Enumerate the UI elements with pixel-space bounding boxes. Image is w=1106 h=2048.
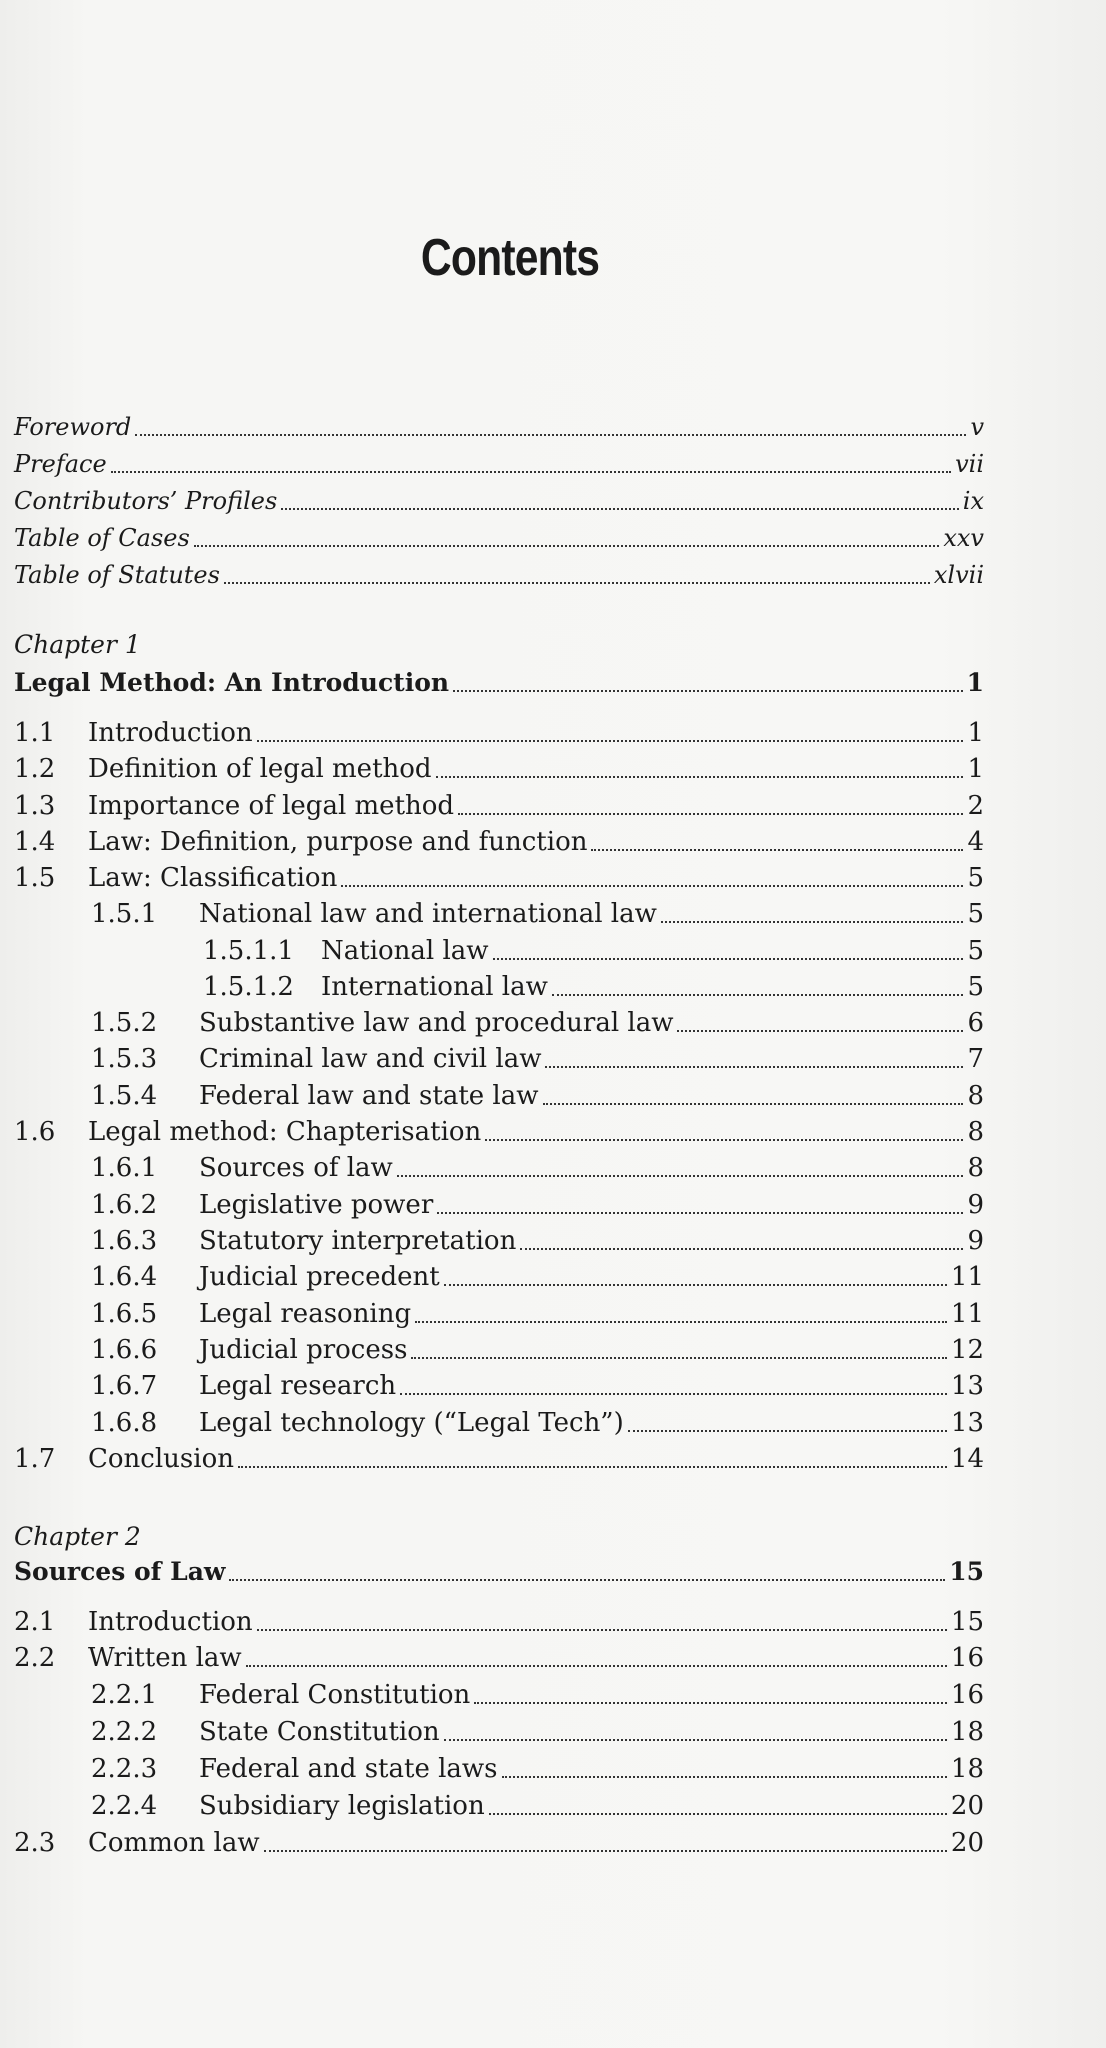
- toc-entry[interactable]: [14, 897, 984, 931]
- section-number: 1.5.3: [91, 1044, 158, 1074]
- toc-page-number: 12: [950, 1335, 984, 1365]
- toc-entry[interactable]: [14, 1715, 984, 1749]
- toc-entry-label: Sources of law: [199, 1153, 393, 1183]
- section-number: 2.2.3: [91, 1754, 158, 1784]
- section-number: 1.5.1.1: [203, 936, 294, 966]
- leader-dots: [411, 1357, 946, 1359]
- leader-dots: [194, 545, 940, 547]
- section-number: 1.6: [14, 1117, 56, 1147]
- leader-dots: [545, 1066, 963, 1068]
- section-number: 1.6.6: [91, 1335, 158, 1365]
- leader-dots: [543, 1103, 964, 1105]
- toc-entry-label: National law: [321, 936, 489, 966]
- leader-dots: [552, 994, 964, 996]
- toc-entry-label: Judicial process: [199, 1335, 408, 1365]
- front-matter-entry[interactable]: [14, 484, 984, 518]
- toc-page-number: 8: [967, 1117, 984, 1147]
- toc-page-number: 11: [950, 1262, 984, 1292]
- toc-entry-label: Foreword: [14, 413, 132, 441]
- toc-page-number: 13: [950, 1408, 984, 1438]
- chapter-label: Chapter 2: [14, 1522, 141, 1551]
- section-number: 1.7: [14, 1444, 56, 1474]
- toc-entry[interactable]: [14, 716, 984, 750]
- toc-page-number: 15: [950, 1607, 984, 1637]
- leader-dots: [628, 1430, 947, 1432]
- leader-dots: [474, 1702, 947, 1704]
- toc-page-number: 5: [967, 936, 984, 966]
- leader-dots: [591, 849, 963, 851]
- leader-dots: [677, 1030, 963, 1032]
- toc-entry[interactable]: [14, 1789, 984, 1823]
- toc-entry-label: Legal method: Chapterisation: [88, 1117, 482, 1147]
- section-number: 1.6.1: [91, 1153, 158, 1183]
- section-number: 1.5: [14, 863, 56, 893]
- toc-entry-label: National law and international law: [199, 899, 657, 929]
- front-matter-entry[interactable]: [14, 410, 984, 444]
- section-number: 1.6.8: [91, 1408, 158, 1438]
- toc-entry[interactable]: [14, 1333, 984, 1367]
- toc-page-number: 9: [967, 1226, 984, 1256]
- toc-entry[interactable]: [14, 1006, 984, 1040]
- toc-entry-label: Common law: [88, 1828, 260, 1858]
- toc-page-number: 18: [950, 1754, 984, 1784]
- section-number: 2.2.1: [91, 1680, 158, 1710]
- toc-page-number: 8: [967, 1153, 984, 1183]
- chapter-title: Legal Method: An Introduction: [14, 668, 450, 697]
- toc-entry[interactable]: [14, 752, 984, 786]
- toc-entry[interactable]: [14, 1406, 984, 1440]
- leader-dots: [246, 1665, 947, 1667]
- toc-page-number: vii: [955, 450, 984, 478]
- leader-dots: [281, 508, 958, 510]
- toc-page-number: 8: [967, 1081, 984, 1111]
- leader-dots: [224, 582, 930, 584]
- toc-entry[interactable]: [14, 1605, 984, 1639]
- toc-entry[interactable]: [14, 1042, 984, 1076]
- leader-dots: [444, 1284, 947, 1286]
- section-number: 1.4: [14, 827, 56, 857]
- toc-entry-label: Table of Cases: [14, 524, 190, 552]
- toc-entry[interactable]: [14, 861, 984, 895]
- section-number: 1.5.1: [91, 899, 158, 929]
- toc-page-number: 18: [950, 1717, 984, 1747]
- toc-entry[interactable]: [14, 1297, 984, 1331]
- section-number: 2.3: [14, 1828, 56, 1858]
- section-number: 1.2: [14, 754, 56, 784]
- toc-page-number: 16: [950, 1643, 984, 1673]
- toc-entry-label: Law: Classification: [88, 863, 338, 893]
- toc-entry-label: Substantive law and procedural law: [199, 1008, 674, 1038]
- leader-dots: [489, 1813, 947, 1815]
- toc-page-number: 7: [967, 1044, 984, 1074]
- leader-dots: [485, 1139, 963, 1141]
- leader-dots: [502, 1776, 947, 1778]
- toc-page-number: 20: [950, 1791, 984, 1821]
- leader-dots: [257, 740, 964, 742]
- toc-page-number: 6: [967, 1008, 984, 1038]
- toc-entry[interactable]: [14, 1115, 984, 1149]
- toc-entry-label: Importance of legal method: [88, 791, 455, 821]
- toc-entry[interactable]: [14, 1369, 984, 1403]
- front-matter-entry[interactable]: [14, 558, 984, 592]
- leader-dots: [111, 471, 951, 473]
- toc-entry[interactable]: [14, 1260, 984, 1294]
- toc-entry-label: Conclusion: [88, 1444, 234, 1474]
- leader-dots: [520, 1248, 963, 1250]
- leader-dots: [458, 813, 963, 815]
- toc-entry[interactable]: [14, 1826, 984, 1860]
- toc-page-number: 1: [966, 668, 984, 697]
- section-number: 1.6.7: [91, 1371, 158, 1401]
- chapter-heading[interactable]: [14, 666, 984, 700]
- section-number: 1.5.4: [91, 1081, 158, 1111]
- toc-entry[interactable]: [14, 934, 984, 968]
- toc-entry-label: Subsidiary legislation: [199, 1791, 485, 1821]
- toc-page-number: 14: [950, 1444, 984, 1474]
- section-number: 1.1: [14, 718, 56, 748]
- toc-page-number: 4: [967, 827, 984, 857]
- toc-entry-label: Federal Constitution: [199, 1680, 471, 1710]
- toc-entry-label: Table of Statutes: [14, 561, 220, 589]
- leader-dots: [238, 1466, 947, 1468]
- toc-entry-label: Definition of legal method: [88, 754, 432, 784]
- toc-page-number: 5: [967, 972, 984, 1002]
- section-number: 1.6.2: [91, 1190, 158, 1220]
- section-number: 1.6.3: [91, 1226, 158, 1256]
- toc-entry[interactable]: [14, 1678, 984, 1712]
- leader-dots: [453, 690, 963, 692]
- toc-entry-label: Criminal law and civil law: [199, 1044, 542, 1074]
- toc-entry-label: Federal law and state law: [199, 1081, 539, 1111]
- section-number: 1.5.1.2: [203, 972, 294, 1002]
- toc-page-number: 5: [967, 863, 984, 893]
- leader-dots: [661, 921, 964, 923]
- toc-entry-label: Federal and state laws: [199, 1754, 498, 1784]
- toc-entry-label: International law: [321, 972, 548, 1002]
- chapter-label: Chapter 1: [14, 630, 141, 659]
- section-number: 1.5.2: [91, 1008, 158, 1038]
- leader-dots: [135, 434, 966, 436]
- toc-entry-label: Contributors’ Profiles: [14, 487, 278, 515]
- front-matter-entry[interactable]: [14, 521, 984, 555]
- toc-entry-label: Legal technology (“Legal Tech”): [199, 1408, 624, 1438]
- toc-page-number: xxv: [943, 524, 984, 552]
- leader-dots: [437, 1212, 963, 1214]
- section-number: 2.2.4: [91, 1791, 158, 1821]
- toc-entry-label: Judicial precedent: [199, 1262, 440, 1292]
- toc-entry-label: Written law: [88, 1643, 242, 1673]
- toc-entry[interactable]: [14, 825, 984, 859]
- section-number: 2.2: [14, 1643, 56, 1673]
- leader-dots: [436, 776, 964, 778]
- section-number: 2.2.2: [91, 1717, 158, 1747]
- toc-entry[interactable]: [14, 789, 984, 823]
- section-number: 2.1: [14, 1607, 56, 1637]
- toc-entry-label: State Constitution: [199, 1717, 440, 1747]
- leader-dots: [229, 1579, 945, 1581]
- section-number: 1.6.5: [91, 1299, 158, 1329]
- page-title: Contents: [420, 229, 600, 287]
- leader-dots: [400, 1393, 947, 1395]
- leader-dots: [341, 885, 963, 887]
- leader-dots: [493, 958, 964, 960]
- toc-page-number: v: [970, 413, 984, 441]
- toc-page-number: 1: [967, 754, 984, 784]
- leader-dots: [415, 1321, 947, 1323]
- toc-entry-label: Law: Definition, purpose and function: [88, 827, 588, 857]
- toc-entry-label: Legal research: [199, 1371, 397, 1401]
- toc-entry[interactable]: [14, 1224, 984, 1258]
- toc-page-number: xlvii: [933, 561, 984, 589]
- toc-page-number: 15: [949, 1557, 984, 1586]
- toc-page-number: ix: [962, 487, 984, 515]
- chapter-heading[interactable]: [14, 1555, 984, 1589]
- toc-page-number: 1: [967, 718, 984, 748]
- toc-page-number: 13: [950, 1371, 984, 1401]
- toc-entry[interactable]: [14, 1641, 984, 1675]
- toc-entry-label: Preface: [14, 450, 107, 478]
- toc-entry[interactable]: [14, 970, 984, 1004]
- toc-page-number: 5: [967, 899, 984, 929]
- toc-entry-label: Statutory interpretation: [199, 1226, 517, 1256]
- toc-page-number: 11: [950, 1299, 984, 1329]
- toc-page-number: 2: [967, 791, 984, 821]
- leader-dots: [444, 1739, 947, 1741]
- toc-page-number: 20: [950, 1828, 984, 1858]
- section-number: 1.6.4: [91, 1262, 158, 1292]
- toc-entry-label: Introduction: [88, 718, 253, 748]
- toc-entry[interactable]: [14, 1188, 984, 1222]
- toc-page-number: 9: [967, 1190, 984, 1220]
- toc-entry-label: Legal reasoning: [199, 1299, 412, 1329]
- toc-page-number: 16: [950, 1680, 984, 1710]
- leader-dots: [397, 1175, 964, 1177]
- toc-entry[interactable]: [14, 1752, 984, 1786]
- leader-dots: [264, 1850, 947, 1852]
- toc-entry[interactable]: [14, 1442, 984, 1476]
- leader-dots: [257, 1629, 947, 1631]
- section-number: 1.3: [14, 791, 56, 821]
- front-matter-entry[interactable]: [14, 447, 984, 481]
- toc-entry-label: Legislative power: [199, 1190, 434, 1220]
- toc-entry[interactable]: [14, 1151, 984, 1185]
- chapter-title: Sources of Law: [14, 1557, 226, 1586]
- toc-entry[interactable]: [14, 1079, 984, 1113]
- toc-entry-label: Introduction: [88, 1607, 253, 1637]
